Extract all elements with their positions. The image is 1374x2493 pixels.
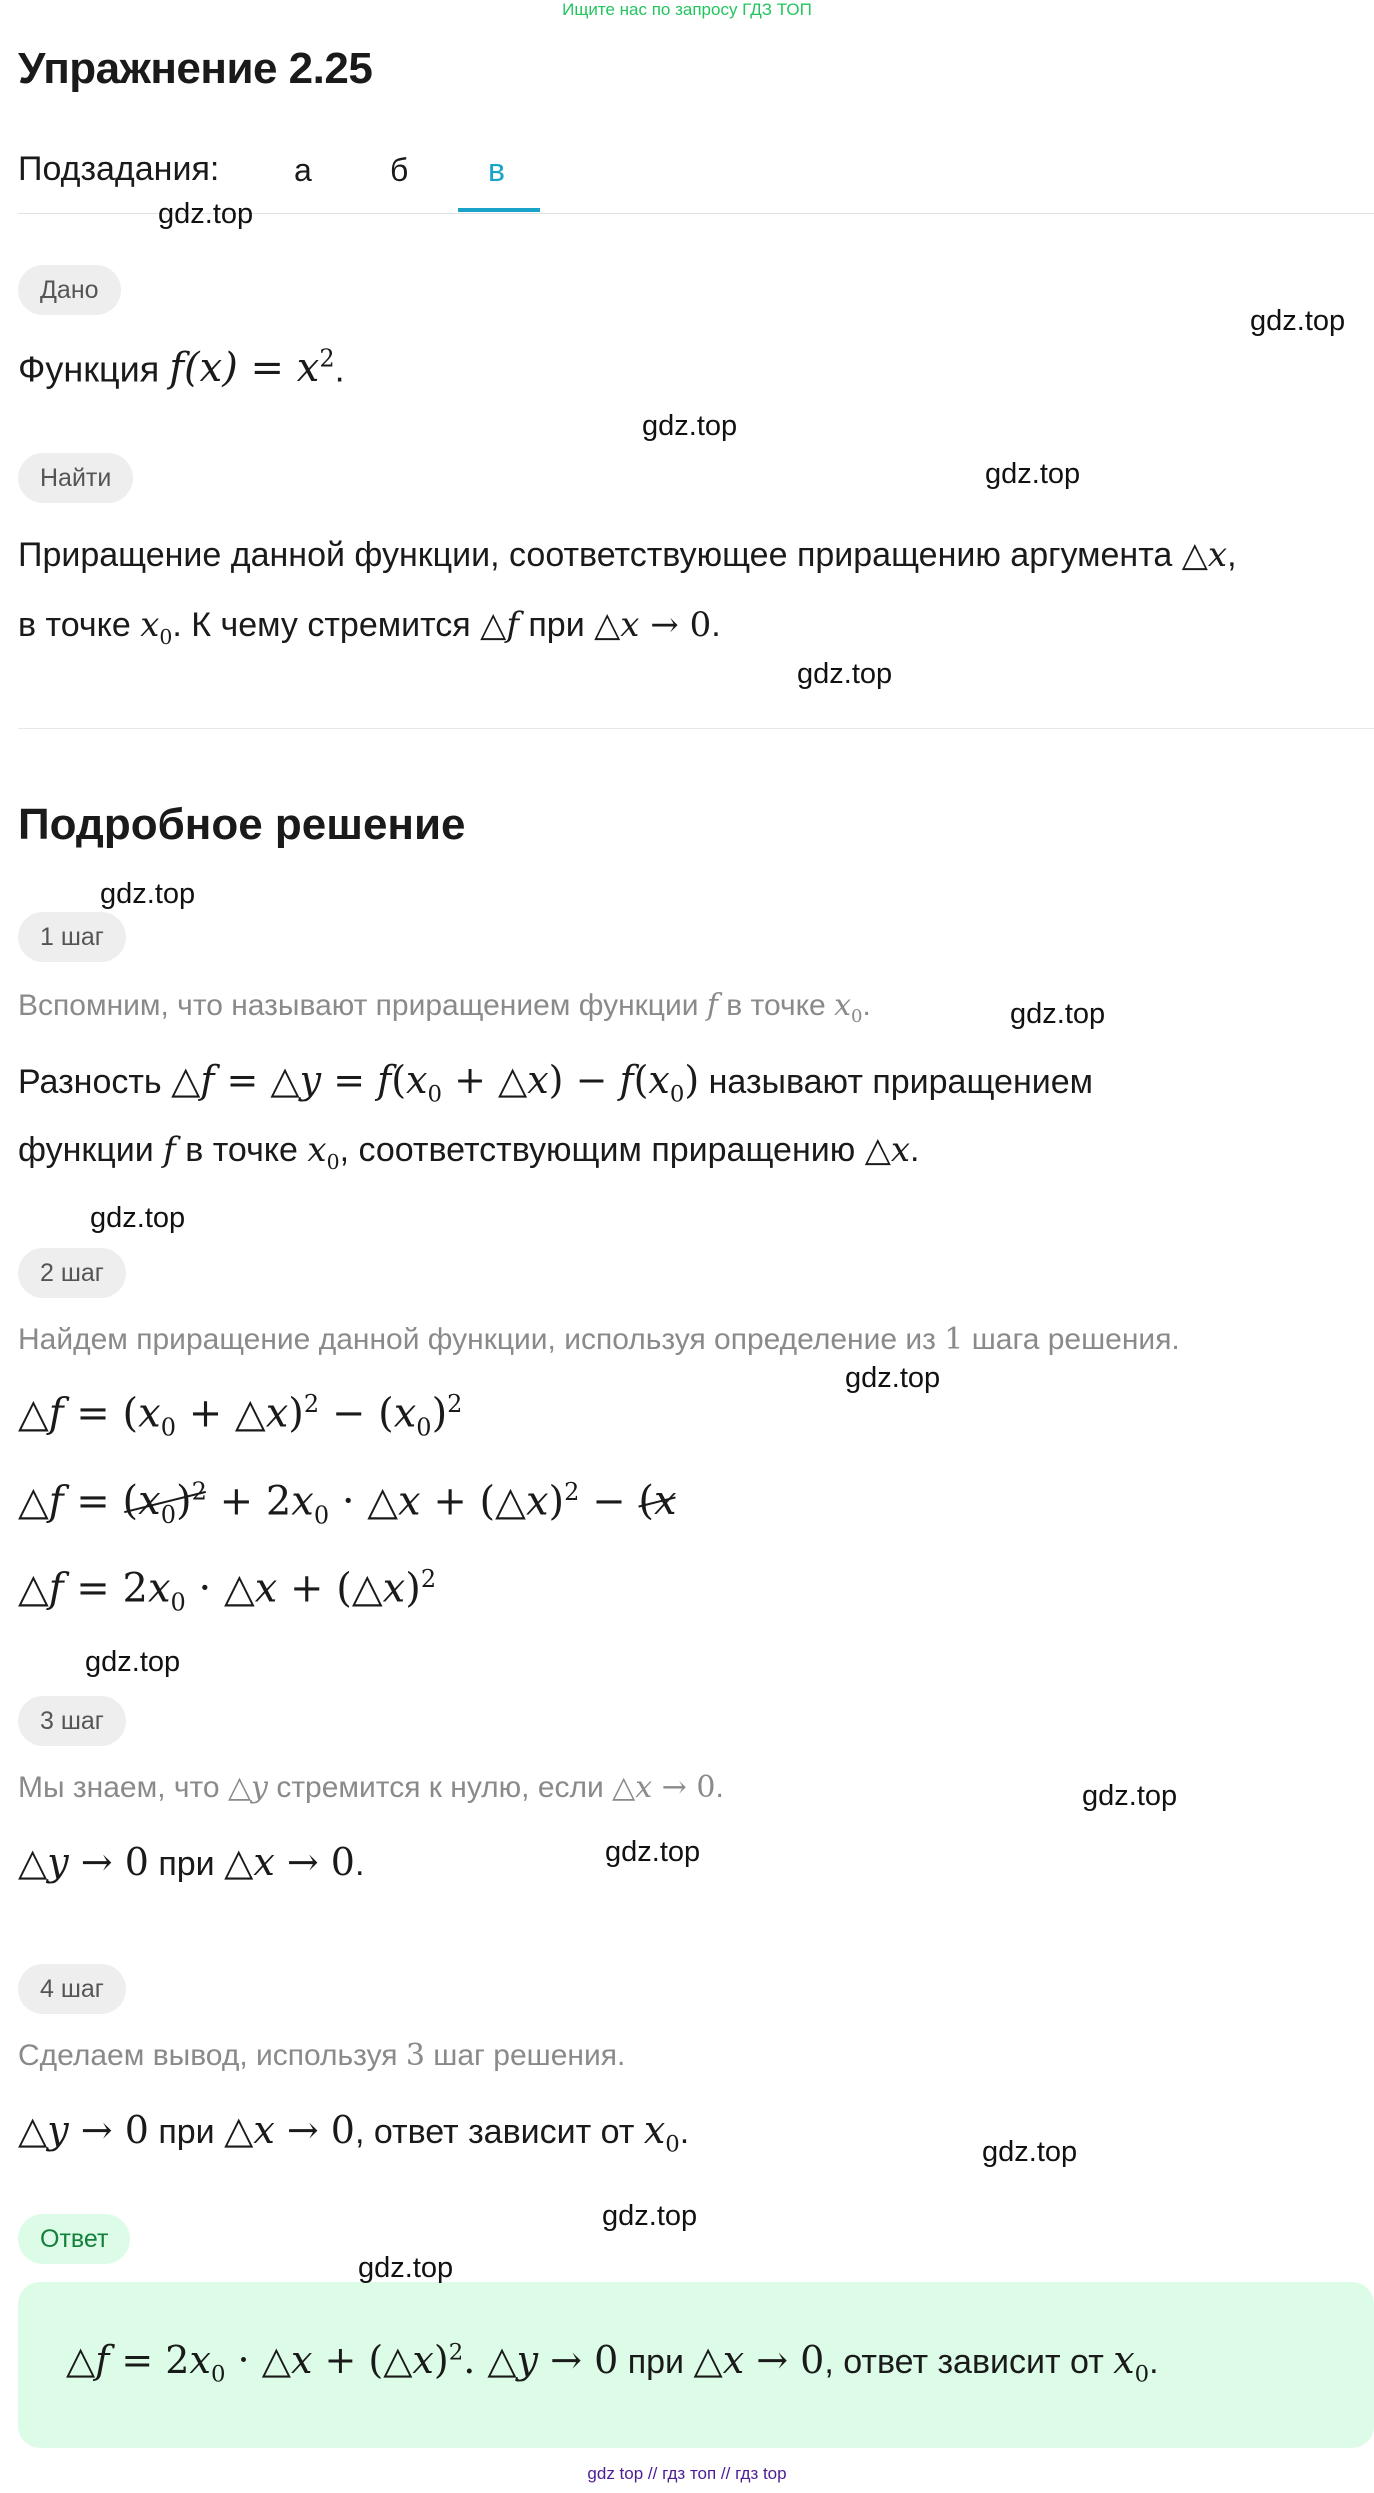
watermark: gdz.top — [100, 878, 196, 910]
difference-formula: △f = △y = $f(x_0$ + △x) − $f(x_0)$ — [171, 1058, 700, 1108]
cancelled-term: $(x_0)^2$ — [122, 1478, 207, 1530]
given-formula: $f(x) = x^2$ — [169, 345, 335, 392]
watermark: gdz.top — [85, 1646, 181, 1678]
step-2-hint-num: 1 — [944, 1322, 964, 1357]
limit-math: △x → 0 — [594, 605, 712, 645]
step-1-body-2-c: , соответствующим приращению — [339, 1131, 856, 1169]
limit-math: △x → 0 — [612, 1770, 716, 1805]
step-4-hint-a: Сделаем вывод, используя — [18, 2039, 398, 2072]
find-line-2-a: в точке — [18, 606, 131, 644]
watermark: gdz.top — [90, 1202, 186, 1234]
step-2-formula-2: △f = $(x_0)^2 + 2x_0$ · △x + (△x)$^2$ − (x — [18, 1478, 677, 1530]
step-2-formula-1: △f = ($x_0$ + △x)$^2$ − $(x_0)^2$ — [18, 1390, 463, 1442]
step-3-hint: Мы знаем, что △y стремится к нулю, если △x → 0. — [18, 1770, 724, 1805]
step-4-body-word: при — [158, 2113, 215, 2151]
solution-heading: Подробное решение — [18, 800, 466, 849]
watermark: gdz.top — [642, 410, 738, 442]
step-2-formula-3: △f = $2x_0$ · △x + (△x)$^2$ — [18, 1565, 437, 1617]
subtasks-label: Подзадания: — [18, 150, 220, 188]
watermark: gdz.top — [1010, 998, 1106, 1030]
delta-y-math: △y — [227, 1770, 268, 1805]
step-4-body-tail: , ответ зависит от — [354, 2113, 635, 2151]
step-4-hint-b: шаг решения. — [433, 2039, 626, 2072]
tab-v[interactable]: в — [488, 152, 505, 188]
delta-f-math: △f — [480, 605, 519, 645]
watermark: gdz.top — [985, 458, 1081, 490]
x0-math: $x_0$ — [643, 2108, 680, 2158]
f-math: f — [163, 1130, 176, 1170]
step-1-hint-b: в точке — [726, 989, 826, 1022]
find-line-1-text: Приращение данной функции, соответствующее приращению аргумента — [18, 536, 1173, 574]
delta-x-math: △x — [1181, 535, 1228, 575]
step-1-body-2-b: в точке — [185, 1131, 298, 1169]
step-1-body-1-b: называют приращением — [708, 1063, 1094, 1101]
tab-a[interactable]: а — [294, 152, 312, 188]
step-1-body-2: функции f в точке $x_0$, соответствующим приращению △x. — [18, 1130, 920, 1174]
dx-limit-math: △x → 0 — [224, 2108, 355, 2152]
page-title: Упражнение 2.25 — [18, 44, 373, 93]
top-search-note: Ищите нас по запросу ГДЗ ТОП — [562, 0, 812, 19]
step-3-hint-a: Мы знаем, что — [18, 1771, 220, 1804]
section-separator — [18, 728, 1374, 729]
x0-math: $x_0$ — [307, 1130, 340, 1174]
step-1-badge: 1 шаг — [18, 912, 126, 962]
watermark: gdz.top — [797, 658, 893, 690]
step-3-hint-b: стремится к нулю, если — [276, 1771, 604, 1804]
given-badge: Дано — [18, 265, 121, 315]
active-tab-indicator — [458, 208, 540, 212]
find-line-2-b: . К чему стремится — [172, 606, 471, 644]
step-1-body-1 — [18, 1058, 1093, 1108]
answer-word: при — [627, 2343, 685, 2381]
delta-x-math: △x — [864, 1130, 911, 1170]
find-badge: Найти — [18, 453, 133, 503]
step-1-hint-a: Вспомним, что называют приращением функции — [18, 989, 699, 1022]
f-math: f — [706, 988, 718, 1023]
answer-text: △f = $2x_0$ · △x + (△x)$^2$. △y → 0 при △x → 0, ответ зависит от $x_0$. — [66, 2338, 1159, 2388]
watermark: gdz.top — [1250, 305, 1346, 337]
step-2-hint-a: Найдем приращение данной функции, используя определение из — [18, 1323, 936, 1356]
step-3-badge: 3 шаг — [18, 1696, 126, 1746]
answer-tail: , ответ зависит от — [824, 2343, 1104, 2381]
watermark: gdz.top — [158, 198, 254, 230]
step-4-badge: 4 шаг — [18, 1964, 126, 2014]
x0-math: $x_0$ — [834, 988, 863, 1027]
watermark: gdz.top — [982, 2136, 1078, 2168]
step-1-body-2-a: функции — [18, 1131, 154, 1169]
find-line-2-c: при — [528, 606, 585, 644]
dx-limit-math: △x → 0 — [693, 2338, 825, 2382]
watermark: gdz.top — [845, 1362, 941, 1394]
cancelled-term-2: (x — [638, 1478, 677, 1525]
dy-limit-math: △y → 0 — [18, 2108, 149, 2152]
step-1-hint: Вспомним, что называют приращением функции f в точке $x_0$. — [18, 988, 871, 1027]
dx-limit-math: △x → 0 — [224, 1840, 355, 1884]
step-3-body-word: при — [158, 1845, 215, 1883]
given-label-text: Функция — [18, 348, 160, 390]
step-2-hint — [18, 1322, 1180, 1357]
step-1-body-1-a: Разность — [18, 1063, 162, 1101]
find-line-1: Приращение данной функции, соответствующее приращению аргумента △x, — [18, 535, 1237, 575]
watermark: gdz.top — [605, 1836, 701, 1868]
find-line-2: в точке $x_0$. К чему стремится △f при △x → 0. — [18, 605, 721, 649]
answer-formula: △f = $2x_0$ · △x + (△x)$^2$. △y → 0 — [66, 2338, 619, 2388]
bottom-note: gdz top // гдз топ // гдз top — [587, 2464, 787, 2483]
step-3-body: △y → 0 при △x → 0. — [18, 1840, 365, 1884]
step-4-body: △y → 0 при △x → 0, ответ зависит от $x_0$. — [18, 2108, 690, 2158]
step-4-hint — [18, 2038, 625, 2073]
watermark: gdz.top — [358, 2252, 454, 2284]
dy-limit-math: △y → 0 — [18, 1840, 149, 1884]
tab-b[interactable]: б — [390, 152, 409, 188]
step-2-badge: 2 шаг — [18, 1248, 126, 1298]
x0-math: $x_0$ — [1113, 2338, 1150, 2388]
watermark: gdz.top — [602, 2200, 698, 2232]
watermark: gdz.top — [1082, 1780, 1178, 1812]
step-2-hint-b: шага решения. — [971, 1323, 1180, 1356]
step-4-hint-num: 3 — [405, 2038, 425, 2073]
x0-math: $x_0$ — [140, 605, 173, 649]
answer-badge: Ответ — [18, 2214, 130, 2264]
given-text: Функция $f(x) = x^2$. — [18, 345, 345, 392]
